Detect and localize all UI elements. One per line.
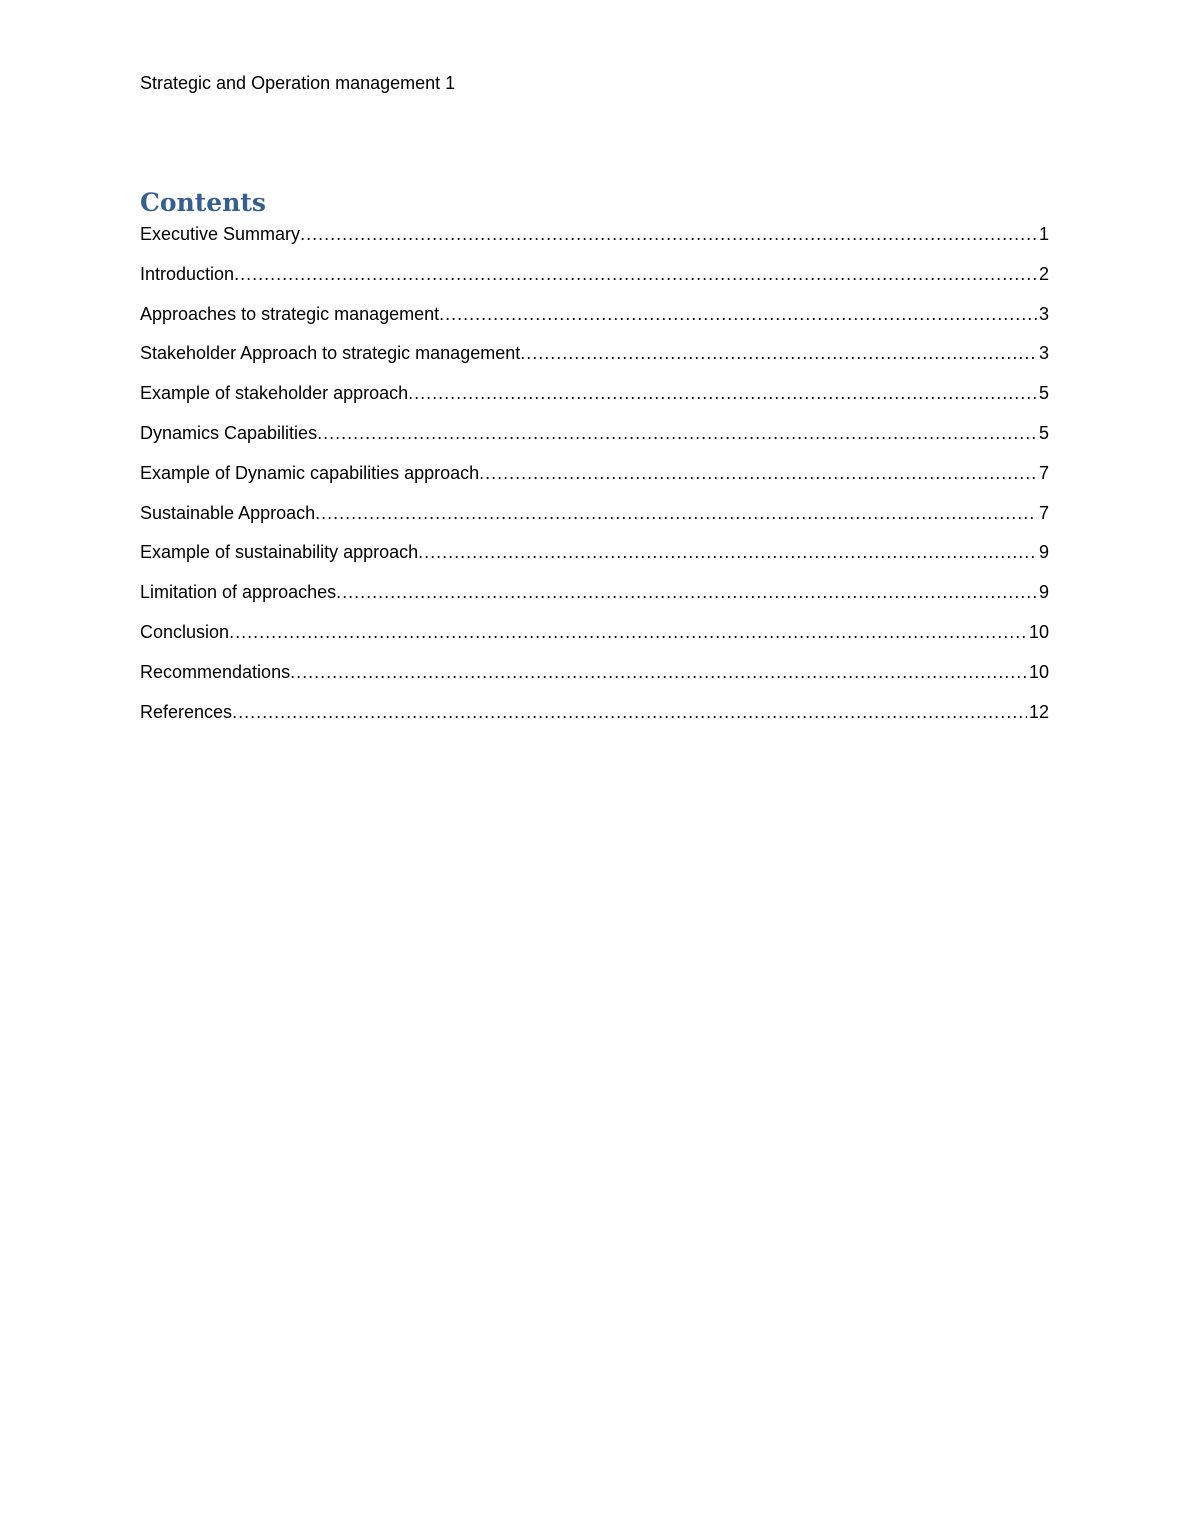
toc-entry-page: 5 [1038, 422, 1049, 443]
toc-heading: Contents [140, 188, 267, 217]
toc-entry-page: 7 [1038, 502, 1049, 523]
toc-entry-dynamics-capabilities[interactable] [140, 421, 1049, 461]
toc-list [140, 222, 1049, 739]
toc-entry-page: 3 [1038, 343, 1049, 364]
toc-dot-leader [234, 262, 1037, 286]
toc-entry-title: Executive Summary [140, 224, 301, 244]
toc-entry-title: Sustainable Approach [140, 502, 316, 523]
toc-entry-title: References [140, 701, 233, 722]
toc-entry-title: Example of sustainability approach [140, 542, 419, 563]
toc-dot-leader [336, 580, 1037, 604]
toc-entry-title: Example of Dynamic capabilities approach [140, 462, 480, 483]
toc-entry-limitations[interactable] [140, 580, 1049, 620]
toc-entry-page: 5 [1038, 383, 1049, 404]
toc-entry-approaches[interactable] [140, 302, 1049, 342]
toc-dot-leader [290, 660, 1027, 684]
toc-entry-page: 2 [1038, 263, 1049, 284]
toc-dot-leader [315, 501, 1037, 525]
toc-entry-sustainability-example[interactable] [140, 540, 1049, 580]
page-header: Strategic and Operation management 1 [140, 73, 456, 93]
toc-entry-stakeholder-example[interactable] [140, 381, 1049, 421]
table-of-contents [140, 186, 1049, 739]
toc-entry-introduction[interactable] [140, 262, 1049, 302]
toc-dot-leader [418, 540, 1037, 564]
toc-entry-title: Conclusion [140, 621, 230, 642]
toc-dot-leader [232, 700, 1027, 724]
toc-entry-page: 9 [1038, 542, 1049, 563]
toc-entry-title: Approaches to strategic management [140, 303, 440, 324]
toc-dot-leader [520, 341, 1037, 365]
toc-dot-leader [229, 620, 1027, 644]
toc-entry-title: Recommendations [140, 661, 291, 682]
toc-entry-references[interactable] [140, 700, 1049, 740]
toc-entry-page: 10 [1028, 661, 1049, 682]
toc-entry-page: 3 [1038, 303, 1049, 324]
toc-entry-stakeholder-approach[interactable] [140, 341, 1049, 381]
toc-entry-page: 7 [1038, 462, 1049, 483]
toc-dot-leader [439, 302, 1037, 326]
toc-entry-page: 10 [1028, 621, 1049, 642]
toc-entry-title: Limitation of approaches [140, 582, 337, 603]
toc-entry-title: Example of stakeholder approach [140, 383, 409, 404]
toc-entry-recommendations[interactable] [140, 660, 1049, 700]
toc-entry-page: 9 [1038, 582, 1049, 603]
toc-entry-title: Dynamics Capabilities [140, 422, 318, 443]
toc-entry-title: Introduction [140, 263, 235, 284]
toc-entry-sustainable-approach[interactable] [140, 501, 1049, 541]
toc-dot-leader [300, 222, 1037, 246]
toc-entry-page: 12 [1028, 701, 1049, 722]
toc-entry-executive-summary[interactable] [140, 222, 1049, 262]
toc-dot-leader [479, 461, 1037, 485]
toc-dot-leader [408, 381, 1037, 405]
toc-entry-title: Stakeholder Approach to strategic management [140, 343, 521, 364]
toc-entry-page: 1 [1038, 224, 1049, 244]
toc-entry-conclusion[interactable] [140, 620, 1049, 660]
toc-entry-dynamic-example[interactable] [140, 461, 1049, 501]
toc-dot-leader [317, 421, 1037, 445]
